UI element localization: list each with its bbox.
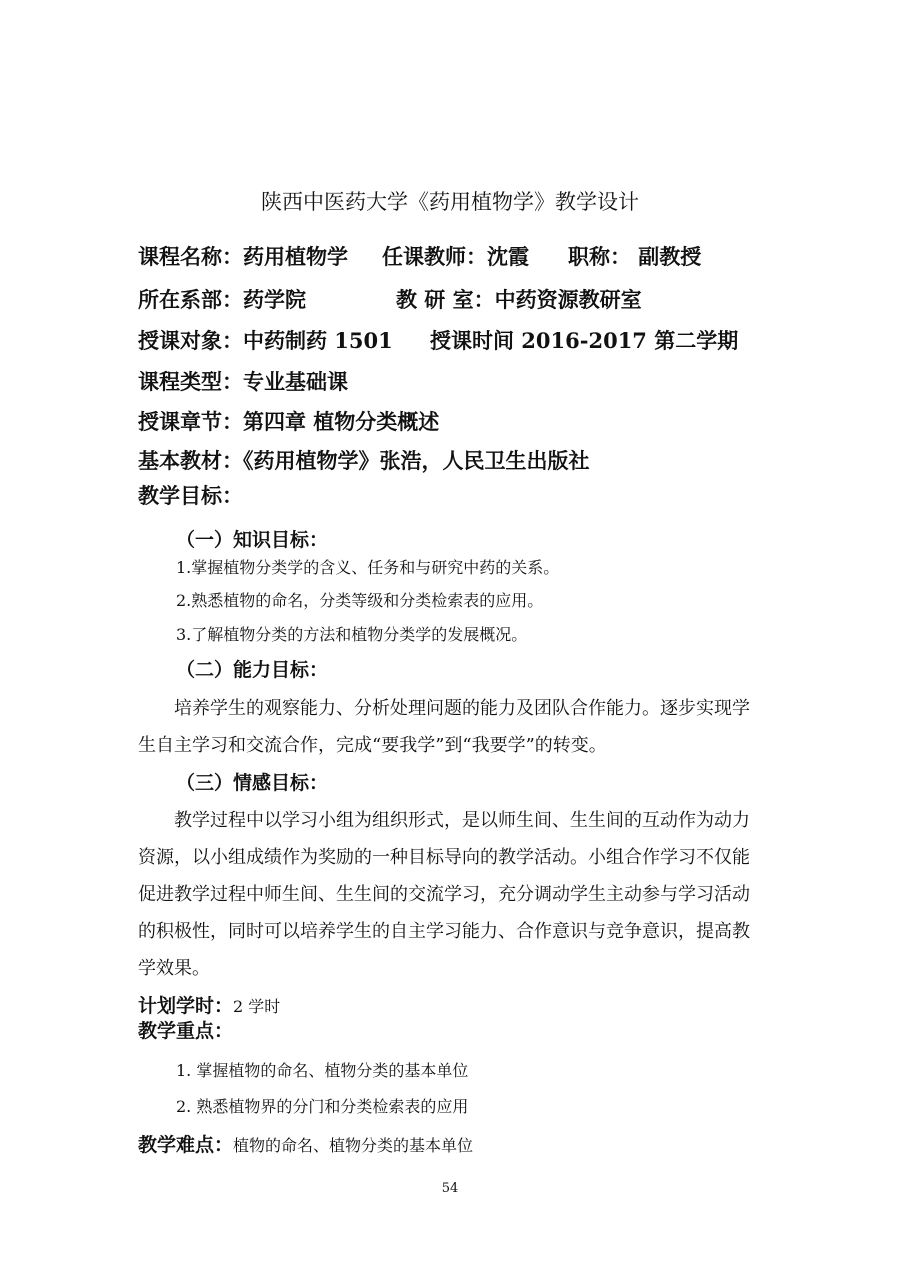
paragraph-line: 学效果。 [138, 958, 210, 979]
knowledge-item: 2.熟悉植物的命名，分类等级和分类检索表的应用。 [176, 591, 544, 610]
hours-value: 2 学时 [233, 997, 281, 1016]
emotion-paragraph [138, 802, 778, 987]
page-number: 54 [441, 1181, 459, 1196]
knowledge-item: 1.掌握植物分类学的含义、任务和与研究中药的关系。 [176, 558, 560, 577]
key-point-item: 1. 掌握植物的命名、植物分类的基本单位 [176, 1061, 469, 1080]
course-name: 课程名称：药用植物学 [138, 244, 348, 269]
rank: 职称： 副教授 [568, 244, 702, 269]
knowledge-item: 3.了解植物分类的方法和植物分类学的发展概况。 [176, 625, 528, 644]
knowledge-heading: （一）知识目标： [176, 529, 329, 551]
teacher: 任课教师：沈霞 [382, 244, 529, 269]
paragraph-line: 生自主学习和交流合作，完成“要我学”到“我要学”的转变。 [138, 735, 607, 756]
hours-label: 计划学时： [138, 995, 234, 1017]
teaching-office: 教 研 室：中药资源教研室 [396, 287, 642, 312]
difficulty-label: 教学难点： [138, 1134, 234, 1156]
objectives-heading: 教学目标： [138, 483, 243, 508]
paragraph-line: 教学过程中以学习小组为组织形式，是以师生间、生生间的互动作为动力 [174, 810, 750, 831]
planned-hours [138, 991, 280, 1018]
ability-heading: （二）能力目标： [176, 659, 329, 681]
difficulty [138, 1130, 473, 1157]
key-points-heading: 教学重点： [138, 1020, 234, 1042]
page-title: 陕西中医药大学《药用植物学》教学设计 [261, 190, 639, 214]
difficulty-value: 植物的命名、植物分类的基本单位 [233, 1136, 474, 1155]
key-point-item: 2. 熟悉植物界的分门和分类检索表的应用 [176, 1097, 469, 1116]
chapter: 授课章节：第四章 植物分类概述 [138, 409, 440, 434]
paragraph-line: 促进教学过程中师生间、生生间的交流学习，充分调动学生主动参与学习活动 [138, 884, 750, 905]
teaching-time: 授课时间 2016-2017 第二学期 [430, 328, 739, 353]
department: 所在系部：药学院 [138, 287, 306, 312]
paragraph-line: 的积极性，同时可以培养学生的自主学习能力、合作意识与竞争意识，提高教 [138, 921, 750, 942]
paragraph-line: 资源，以小组成绩作为奖励的一种目标导向的教学活动。小组合作学习不仅能 [138, 847, 750, 868]
course-type: 课程类型：专业基础课 [138, 369, 348, 394]
paragraph-line: 培养学生的观察能力、分析处理问题的能力及团队合作能力。逐步实现学 [174, 698, 750, 719]
audience: 授课对象：中药制药 1501 [138, 328, 393, 353]
textbook: 基本教材：《药用植物学》张浩，人民卫生出版社 [138, 448, 590, 473]
ability-paragraph [138, 690, 778, 764]
emotion-heading: （三）情感目标： [176, 772, 329, 794]
